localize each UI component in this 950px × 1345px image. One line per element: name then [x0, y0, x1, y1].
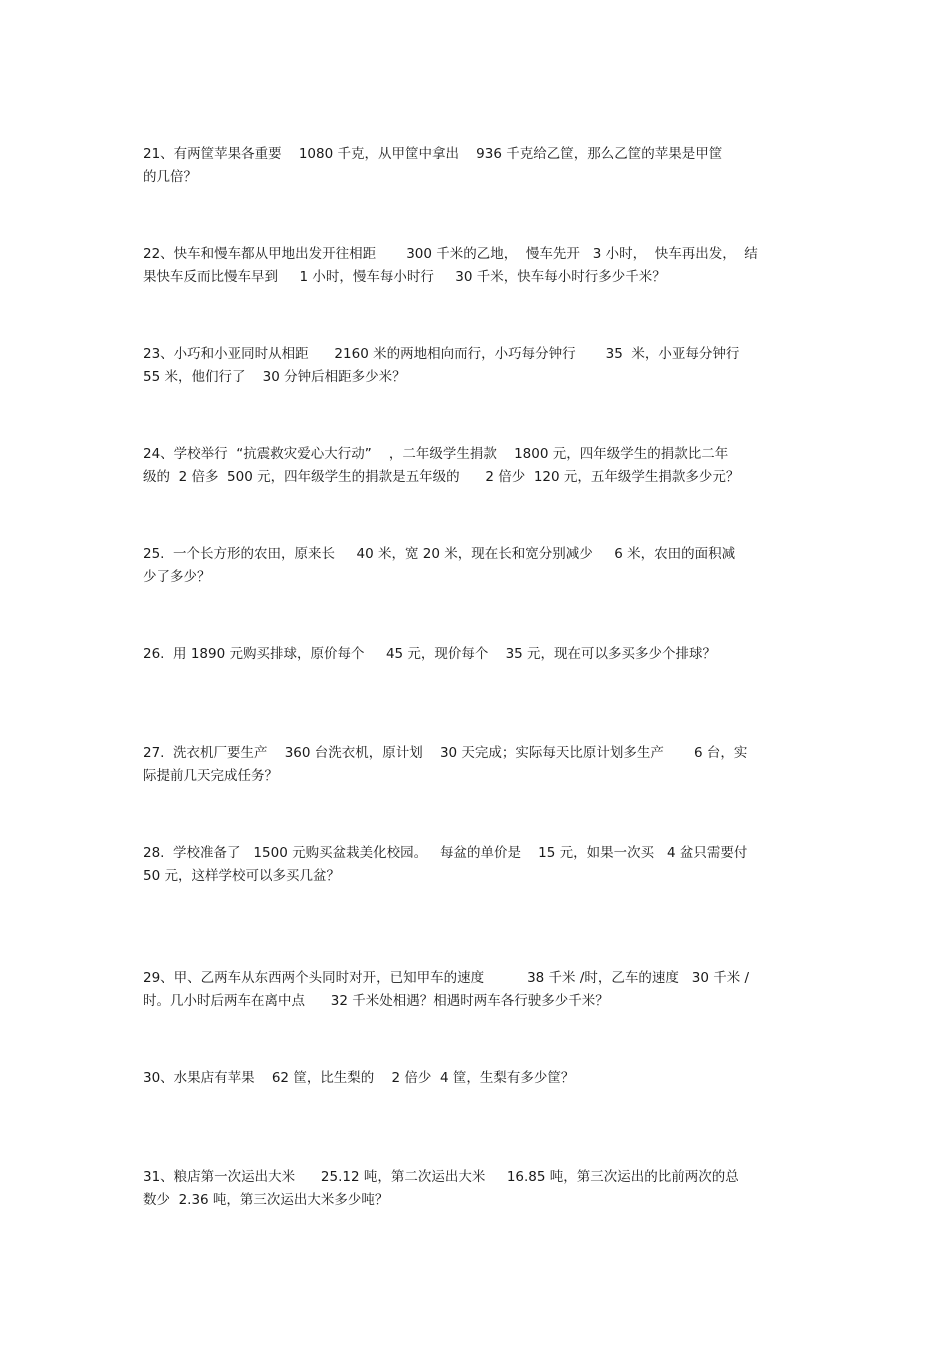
problem-27 — [143, 742, 813, 788]
problem-24 — [143, 443, 813, 489]
problem-line: 22、快车和慢车都从甲地出发开往相距 300 千米的乙地， 慢车先开 3 小时， 快车再出发， 结 — [143, 246, 758, 262]
problem-line: 的几倍？ — [143, 169, 197, 185]
problem-23 — [143, 343, 813, 389]
problem-31 — [143, 1166, 813, 1212]
problem-line: 23、小巧和小亚同时从相距 2160 米的两地相向而行，小巧每分钟行 35 米，小亚每分钟行 — [143, 346, 740, 362]
problem-line: 27. 洗衣机厂要生产 360 台洗衣机，原计划 30 天完成；实际每天比原计划多生产 6 台，实 — [143, 745, 748, 761]
problem-line: 少了多少？ — [143, 569, 211, 585]
problem-line: 26. 用 1890 元购买排球，原价每个 45 元，现价每个 35 元，现在可以多买多少个排球？ — [143, 646, 717, 662]
problem-line: 29、甲、乙两车从东西两个头同时对开，已知甲车的速度 38 千米 /时，乙车的速度 30 千米 / — [143, 970, 750, 986]
problem-line: 28. 学校准备了 1500 元购买盆栽美化校园。 每盆的单价是 15 元，如果一次买 4 盆只需要付 — [143, 845, 748, 861]
problem-line: 果快车反而比慢车早到 1 小时，慢车每小时行 30 千米，快车每小时行多少千米？ — [143, 269, 666, 285]
problem-line: 24、学校举行 “抗震救灾爱心大行动” ，二年级学生捐款 1800 元，四年级学生的捐款比二年 — [143, 446, 729, 462]
problem-line: 21、有两筐苹果各重要 1080 千克，从甲筐中拿出 936 千克给乙筐，那么乙筐的苹果是甲筐 — [143, 146, 723, 162]
problem-line: 30、水果店有苹果 62 筐，比生梨的 2 倍少 4 筐，生梨有多少筐？ — [143, 1070, 575, 1086]
problem-line: 50 元，这样学校可以多买几盆？ — [143, 868, 340, 884]
problem-line: 际提前几天完成任务？ — [143, 768, 278, 784]
problem-30 — [143, 1067, 813, 1090]
problem-28 — [143, 842, 813, 888]
problem-line: 级的 2 倍多 500 元，四年级学生的捐款是五年级的 2 倍少 120 元，五年级学生捐款多少元？ — [143, 469, 740, 485]
problem-line: 25. 一个长方形的农田，原来长 40 米，宽 20 米，现在长和宽分别减少 6 米，农田的面积减 — [143, 546, 736, 562]
problem-26 — [143, 643, 813, 666]
problem-25 — [143, 543, 813, 589]
problem-22 — [143, 243, 813, 289]
problem-21 — [143, 143, 813, 189]
problem-line: 55 米，他们行了 30 分钟后相距多少米？ — [143, 369, 406, 385]
problem-29 — [143, 967, 813, 1013]
problem-line: 31、粮店第一次运出大米 25.12 吨，第二次运出大米 16.85 吨，第三次运出的比前两次的总 — [143, 1169, 739, 1185]
problem-line: 数少 2.36 吨，第三次运出大米多少吨？ — [143, 1192, 389, 1208]
problem-line: 时。几小时后两车在离中点 32 千米处相遇？相遇时两车各行驶多少千米？ — [143, 993, 609, 1009]
